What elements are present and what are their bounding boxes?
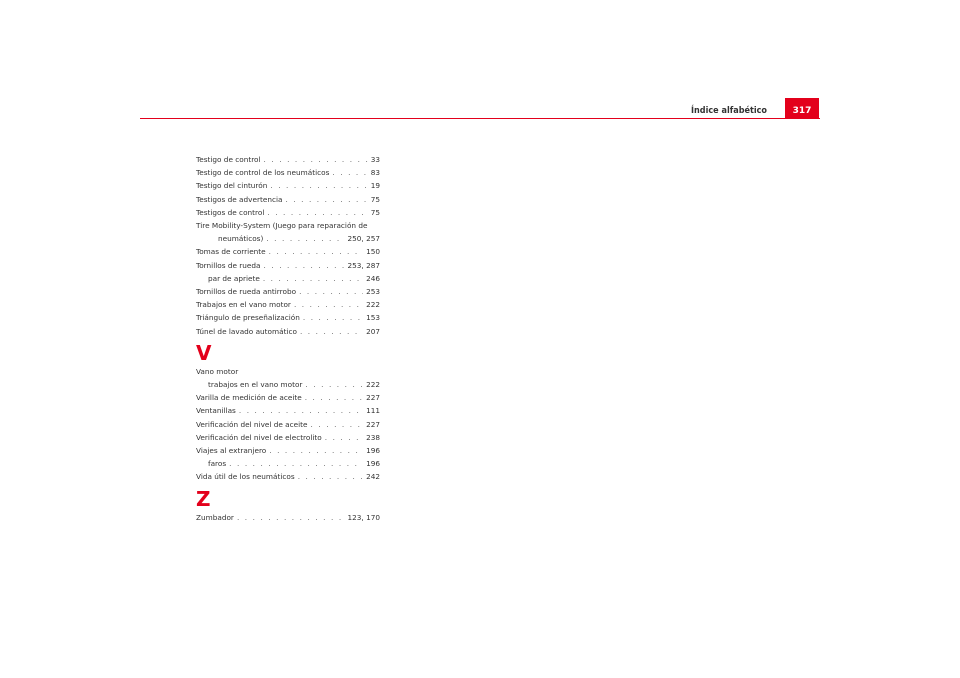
- dot-leader: [300, 325, 363, 338]
- entry-page-numbers: 242: [366, 472, 380, 482]
- entry-page-numbers: 227: [366, 393, 380, 403]
- dot-leader: [305, 391, 363, 404]
- index-entry: [196, 298, 380, 311]
- entry-term: trabajos en el vano motor: [208, 380, 303, 390]
- entry-term: Zumbador: [196, 512, 234, 522]
- entry-term: Testigo del cinturón: [196, 181, 268, 191]
- index-entry: [196, 325, 380, 338]
- dot-leader: [332, 166, 367, 179]
- entry-page-numbers: 246: [366, 273, 380, 283]
- index-entry: [196, 511, 380, 524]
- dot-leader: [298, 470, 363, 483]
- index-entry: [196, 365, 380, 378]
- index-column: [196, 153, 380, 524]
- index-entry: [196, 219, 380, 232]
- entry-term: Vano motor: [196, 366, 239, 376]
- entry-page-numbers: 33: [370, 155, 380, 164]
- entry-page-numbers: 250, 257: [347, 234, 380, 244]
- index-section: [196, 488, 380, 524]
- index-section: [196, 153, 380, 338]
- entry-page-numbers: 111: [366, 406, 380, 416]
- entry-term: Testigos de control: [196, 207, 265, 217]
- entry-term: Túnel de lavado automático: [196, 326, 297, 336]
- index-entry: [196, 193, 380, 206]
- dot-leader: [294, 298, 363, 311]
- dot-leader: [266, 232, 344, 245]
- entry-term: faros: [208, 459, 227, 469]
- entry-term: Testigo de control: [196, 155, 261, 164]
- dot-leader: [299, 285, 363, 298]
- index-entry: [196, 444, 380, 457]
- dot-leader: [325, 431, 363, 444]
- entry-term: Verificación del nivel de aceite: [196, 419, 308, 429]
- index-entry: [196, 245, 380, 258]
- dot-leader: [264, 259, 345, 272]
- index-entry: [196, 179, 380, 192]
- entry-page-numbers: 207: [366, 326, 380, 336]
- entry-term: Verificación del nivel de electrolito: [196, 432, 322, 442]
- entry-page-numbers: 227: [366, 419, 380, 429]
- entry-term: Testigo de control de los neumáticos: [196, 168, 330, 178]
- entry-page-numbers: 196: [366, 459, 380, 469]
- entry-term: Tornillos de rueda: [196, 260, 261, 270]
- entry-term: Varilla de medición de aceite: [196, 393, 302, 403]
- dot-leader: [270, 179, 367, 192]
- index-entry: [196, 391, 380, 404]
- entry-page-numbers: 238: [366, 432, 380, 442]
- section-letter: Z: [196, 486, 211, 511]
- index-subentry: [196, 272, 380, 285]
- entry-page-numbers: 153: [366, 313, 380, 323]
- index-subentry: [196, 232, 380, 245]
- index-entry: [196, 311, 380, 324]
- index-entry: [196, 418, 380, 431]
- index-entry: [196, 404, 380, 417]
- dot-leader: [239, 404, 363, 417]
- index-entry: [196, 206, 380, 219]
- index-entry: [196, 166, 380, 179]
- page-header-title: Índice alfabético: [691, 106, 767, 116]
- entry-term: Testigos de advertencia: [196, 194, 283, 204]
- index-entry: [196, 470, 380, 483]
- entry-term: par de apriete: [208, 273, 260, 283]
- section-letter: V: [196, 340, 212, 365]
- dot-leader: [263, 272, 363, 285]
- index-entry: [196, 153, 380, 166]
- dot-leader: [305, 378, 363, 391]
- index-subentry: [196, 378, 380, 391]
- entry-page-numbers: 123, 170: [347, 512, 380, 522]
- index-section: [196, 342, 380, 484]
- dot-leader: [285, 193, 367, 206]
- entry-term: Ventanillas: [196, 406, 236, 416]
- header-divider: [140, 118, 820, 119]
- entry-page-numbers: 196: [366, 446, 380, 456]
- entry-page-numbers: 75: [370, 194, 380, 204]
- entry-page-numbers: 253, 287: [347, 260, 380, 270]
- dot-leader: [269, 245, 363, 258]
- entry-term: Tomas de corriente: [196, 247, 266, 257]
- entry-term: neumáticos): [218, 234, 264, 244]
- entry-page-numbers: 150: [366, 247, 380, 257]
- entry-term: Tornillos de rueda antirrobo: [196, 287, 297, 297]
- dot-leader: [311, 418, 364, 431]
- entry-term: Viajes al extranjero: [196, 446, 267, 456]
- entry-term: Vida útil de los neumáticos: [196, 472, 295, 482]
- dot-leader: [229, 457, 363, 470]
- dot-leader: [267, 206, 367, 219]
- entry-page-numbers: 75: [370, 207, 380, 217]
- entry-term: Triángulo de preseñalización: [196, 313, 300, 323]
- entry-page-numbers: 19: [370, 181, 380, 191]
- page-number-badge: [785, 98, 819, 119]
- index-subentry: [196, 457, 380, 470]
- entry-page-numbers: 222: [366, 380, 380, 390]
- index-entry: [196, 259, 380, 272]
- dot-leader: [237, 511, 345, 524]
- dot-leader: [269, 444, 363, 457]
- index-entry: [196, 431, 380, 444]
- entry-page-numbers: 222: [366, 300, 380, 310]
- dot-leader: [303, 311, 363, 324]
- index-entry: [196, 285, 380, 298]
- entry-term: Trabajos en el vano motor: [196, 300, 291, 310]
- entry-term: Tire Mobility-System (Juego para reparación de: [196, 221, 368, 231]
- entry-page-numbers: 253: [366, 287, 380, 297]
- page-number: 317: [792, 106, 812, 116]
- dot-leader: [264, 153, 368, 166]
- entry-page-numbers: 83: [370, 168, 380, 178]
